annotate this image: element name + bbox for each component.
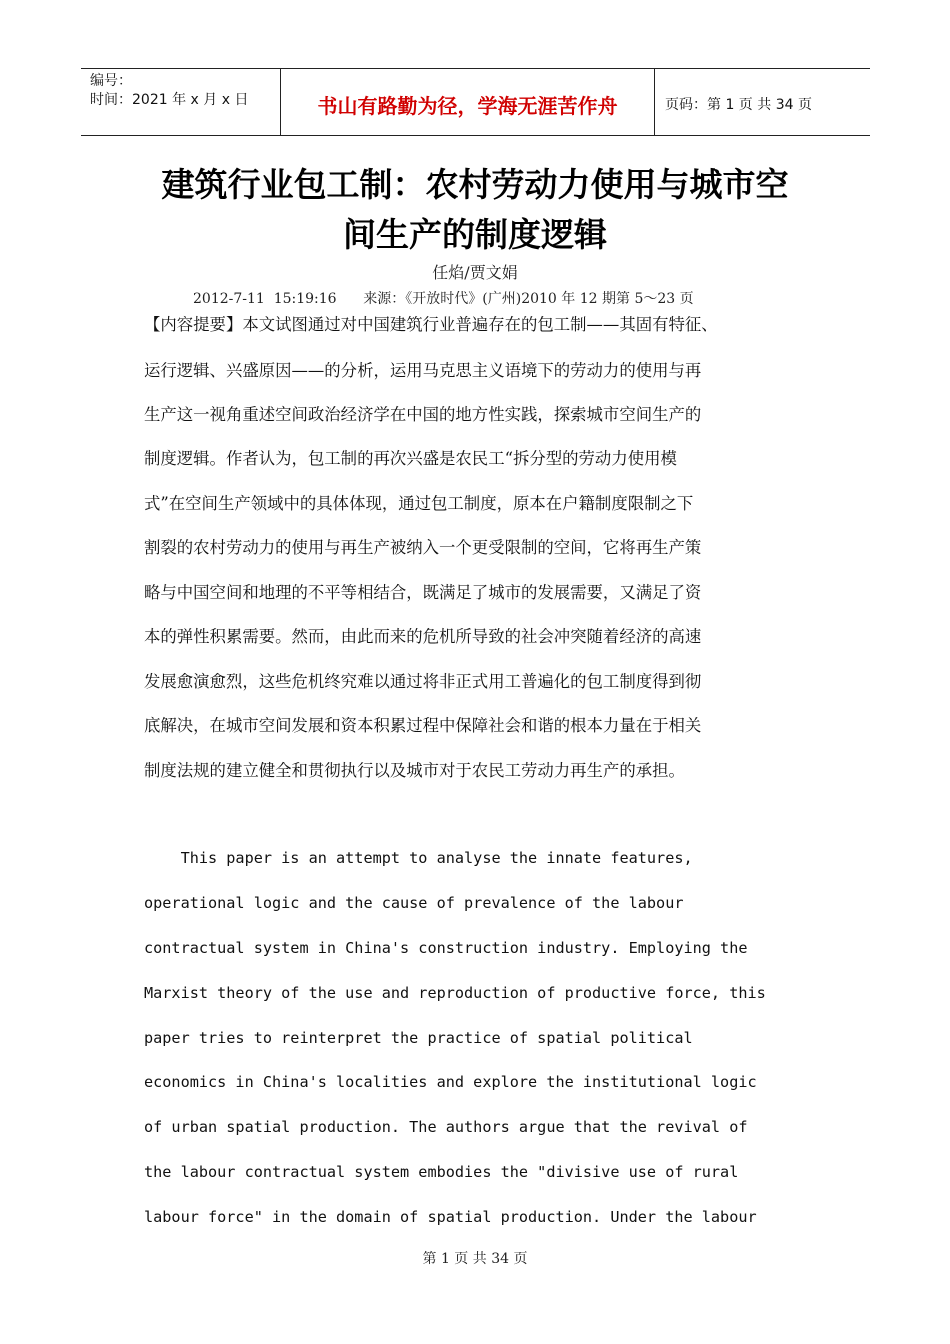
abstract-cn-line: 底解决，在城市空间发展和资本积累过程中保障社会和谐的根本力量在于相关 bbox=[144, 716, 702, 735]
page-footer: 第 1 页 共 34 页 bbox=[422, 1251, 528, 1267]
abstract-en-line: the labour contractual system embodies the "divisive use of rural bbox=[144, 1163, 739, 1181]
abstract-en-line: economics in China's localities and explore the institutional logic bbox=[144, 1073, 757, 1091]
abstract-cn-line: 略与中国空间和地理的不平等相结合，既满足了城市的发展需要，又满足了资 bbox=[144, 583, 702, 602]
document-date-label: 时间：2021 年 x 月 x 日 bbox=[90, 92, 249, 108]
abstract-en-line: Marxist theory of the use and reproduction of productive force, this bbox=[144, 984, 766, 1002]
header-page-info: 页码：第 1 页 共 34 页 bbox=[665, 97, 812, 113]
header-motto: 书山有路勤为径，学海无涯苦作舟 bbox=[281, 69, 655, 135]
abstract-cn-line: 生产这一视角重述空间政治经济学在中国的地方性实践，探索城市空间生产的 bbox=[144, 405, 702, 424]
abstract-en-line: labour force" in the domain of spatial production. Under the labour bbox=[144, 1208, 757, 1226]
abstract-en-line: paper tries to reinterpret the practice of spatial political bbox=[144, 1029, 693, 1047]
document-number-label: 编号： bbox=[90, 73, 132, 89]
abstract-en-line: operational logic and the cause of prevalence of the labour bbox=[144, 894, 684, 912]
abstract-cn-line: 发展愈演愈烈，这些危机终究难以通过将非正式用工普遍化的包工制度得到彻 bbox=[144, 672, 702, 691]
abstract-en-line: of urban spatial production. The authors argue that the revival of bbox=[144, 1118, 748, 1136]
article-title-line-1: 建筑行业包工制：农村劳动力使用与城市空 bbox=[161, 165, 789, 204]
abstract-cn-line: 割裂的农村劳动力的使用与再生产被纳入一个更受限制的空间，它将再生产策 bbox=[144, 538, 702, 557]
article-meta: 2012-7-11 15:19:16 来源：《开放时代》(广州)2010 年 12 期第 5～23 页 bbox=[193, 291, 694, 307]
abstract-en-line: This paper is an attempt to analyse the innate features, bbox=[144, 849, 693, 867]
article-title-line-2: 间生产的制度逻辑 bbox=[343, 215, 607, 254]
abstract-cn-line: 【内容提要】本文试图通过对中国建筑行业普遍存在的包工制——其固有特征、 bbox=[144, 315, 718, 334]
abstract-cn-line: 运行逻辑、兴盛原因——的分析，运用马克思主义语境下的劳动力的使用与再 bbox=[144, 361, 702, 380]
abstract-cn-line: 制度逻辑。作者认为，包工制的再次兴盛是农民工“拆分型的劳动力使用模 bbox=[144, 449, 677, 468]
abstract-cn-line: 制度法规的建立健全和贯彻执行以及城市对于农民工劳动力再生产的承担。 bbox=[144, 761, 685, 780]
abstract-en-line: contractual system in China's construction industry. Employing the bbox=[144, 939, 748, 957]
abstract-cn-line: 式”在空间生产领域中的具体体现，通过包工制度，原本在户籍制度限制之下 bbox=[144, 494, 694, 513]
document-header bbox=[81, 68, 870, 136]
abstract-cn-line: 本的弹性积累需要。然而，由此而来的危机所导致的社会冲突随着经济的高速 bbox=[144, 627, 702, 646]
article-authors: 任焰/贾文娟 bbox=[432, 263, 518, 282]
header-info-cell bbox=[81, 69, 281, 135]
